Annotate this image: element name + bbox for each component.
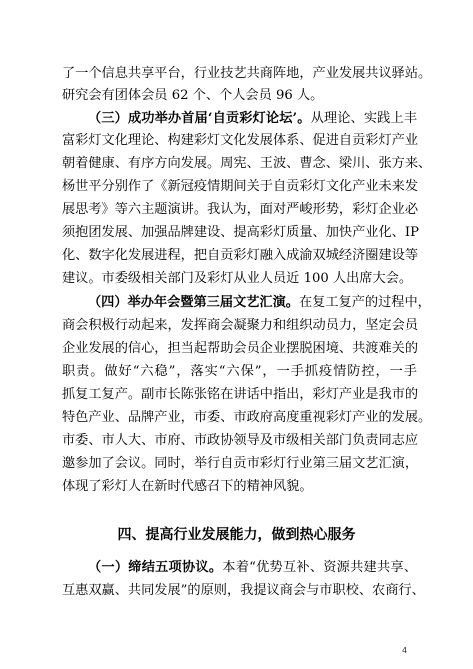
section4-line-7: 市委、市人大、市府、市政协领导及市级相关部门负责同志应 [62,433,419,448]
section3-line-7: 化、数字化发展进程，把自贡彩灯融入成渝双城经济圈建设等 [62,248,419,263]
section3-line-3: 朝着健康、有序方向发展。周宪、王波、曹念、梁川、张方来、 [62,156,432,171]
section4-line-9: 体现了彩灯人在新时代感召下的精神风貌。 [62,479,313,494]
page-number: 4 [402,646,408,655]
section3-line-1 [88,108,417,130]
sub1-line-1 [88,557,417,579]
section4-line-3: 企业发展的信心，担当起帮助会员企业摆脱困境、共渡难关的 [62,341,419,356]
section4-title: （四）举办年会暨第三届文艺汇演。 [88,295,299,310]
section4-line-4: 职责。做好“六稳”，落实“六保”，一手抓疫情防控，一手 [62,364,417,379]
sub1-line-2: 互惠双赢、共同发展”的原则，我提议商会与市职校、农商行、 [62,583,425,598]
section3-line-8: 建议。市委级相关部门及彩灯从业人员近 100 人出席大会。 [62,271,413,286]
chapter4-heading: 四、提高行业发展能力，做到热心服务 [117,527,356,543]
sub1-title: （一）缔结五项协议。 [88,560,223,575]
section3-line-6: 须抱团发展、加强品牌建设、提高彩灯质量、加快产业化、IP [62,225,419,240]
section4-line-8: 邀参加了会议。同时，举行自贡市彩灯行业第三届文艺汇演， [62,456,419,471]
section4-line-2: 商会积极行动起来，发挥商会凝聚力和组织动员力，坚定会员 [62,318,419,333]
section3-line-2: 富彩灯文化理论、构建彩灯文化发展体系、促进自贡彩灯产业 [62,133,419,148]
section4-line-6: 特色产业、品牌产业，市委、市政府高度重视彩灯产业的发展。 [62,410,432,425]
sub1-line-1-text: 本着“优势互补、资源共建共享、 [222,560,418,575]
section3-line-5: 展思考》等六主题演讲。我认为，面对严峻形势，彩灯企业必 [62,202,419,217]
section4-line-1 [88,292,431,314]
section3-line-1-text: 从理论、实践上丰 [310,111,418,126]
section4-line-5: 抓复工复产。副市长陈张铭在讲话中指出，彩灯产业是我市的 [62,387,419,402]
section3-line-4: 杨世平分别作了《新冠疫情期间关于自贡彩灯文化产业未来发 [62,179,419,194]
intro-line-1: 了一个信息共享平台，行业技艺共商阵地，产业发展共议驿站。 [62,66,432,81]
section4-line-1-text: 在复工复产的过程中， [299,295,431,310]
section3-title: （三）成功举办首届‘自贡彩灯论坛’。 [88,111,311,126]
intro-line-2: 研究会有团体会员 62 个、个人会员 96 人。 [62,88,324,103]
